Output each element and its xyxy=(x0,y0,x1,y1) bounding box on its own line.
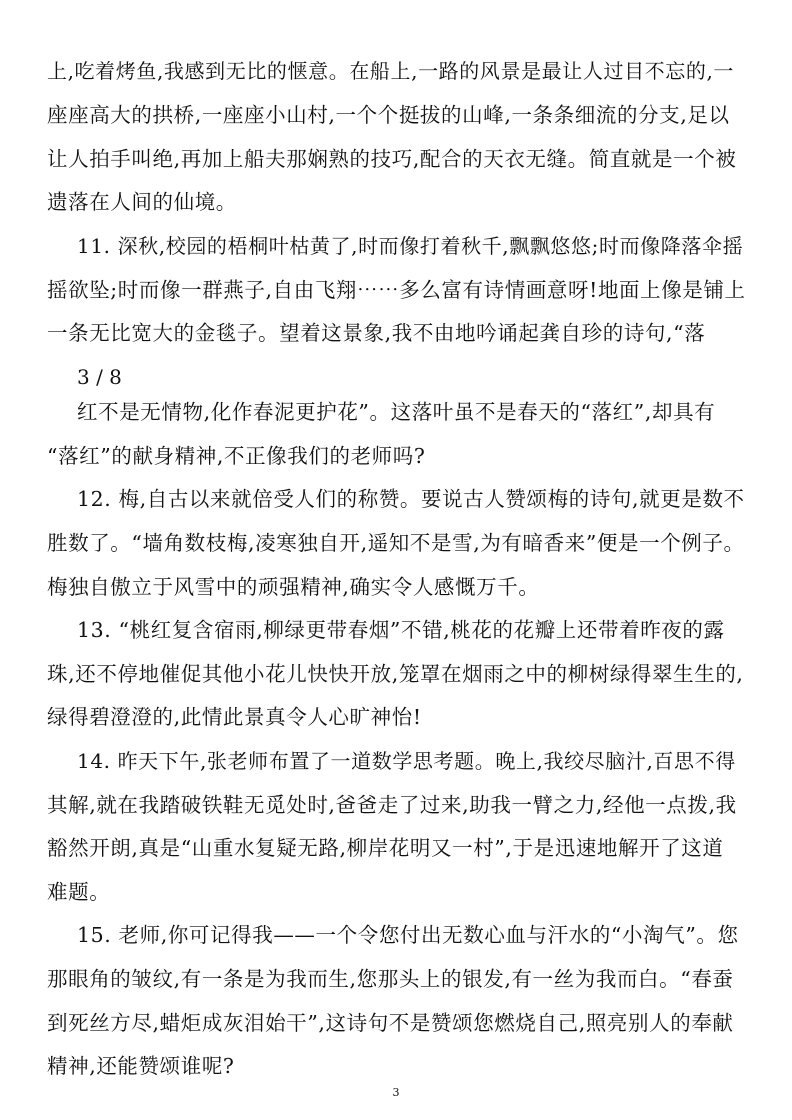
paragraph-12-line-2: 胜数了。“墙角数枝梅,凌寒独自开,遥知不是雪,为有暗香来”便是一个例子。 xyxy=(47,531,745,555)
paragraph-12-line-1: 12. 梅,自古以来就倍受人们的称赞。要说古人赞颂梅的诗句,就更是数不 xyxy=(77,487,745,511)
paragraph-13-line-2: 珠,还不停地催促其他小花儿快快开放,笼罩在烟雨之中的柳树绿得翠生生的, xyxy=(47,662,744,686)
footer-page-number: 3 xyxy=(392,1086,400,1099)
paragraph-15-line-2: 那眼角的皱纹,有一条是为我而生,您那头上的银发,有一丝为我而白。“春蚕 xyxy=(47,967,734,991)
paragraph-11-line-1: 11. 深秋,校园的梧桐叶枯黄了,时而像打着秋千,飘飘悠悠;时而像降落伞摇 xyxy=(77,234,744,258)
paragraph-15-line-1: 15. 老师,你可记得我——一个令您付出无数心血与汗水的“小淘气”。您 xyxy=(77,923,739,947)
paragraph-10-line-2: 座座高大的拱桥,一座座小山村,一个个挺拔的山峰,一条条细流的分支,足以 xyxy=(47,103,730,127)
paragraph-11-line-2: 摇欲坠;时而像一群燕子,自由飞翔⋯⋯多么富有诗情画意呀!地面上像是铺上 xyxy=(47,278,746,302)
paragraph-15-line-3: 到死丝方尽,蜡炬成灰泪始干”,这诗句不是赞颂您燃烧自己,照亮别人的奉献 xyxy=(47,1011,734,1035)
paragraph-14-line-3: 豁然开朗,真是“山重水复疑无路,柳岸花明又一村”,于是迅速地解开了这道 xyxy=(47,836,724,860)
paragraph-15-line-4: 精神,还能赞颂谁呢? xyxy=(47,1054,235,1078)
page-marker: 3 / 8 xyxy=(77,365,122,389)
paragraph-13-line-1: 13. “桃红复含宿雨,柳绿更带春烟”不错,桃花的花瓣上还带着昨夜的露 xyxy=(77,618,725,642)
paragraph-10-line-4: 遗落在人间的仙境。 xyxy=(47,190,237,214)
paragraph-10-line-1: 上,吃着烤鱼,我感到无比的惬意。在船上,一路的风景是最让人过目不忘的,一 xyxy=(47,59,735,83)
paragraph-10-line-3: 让人拍手叫绝,再加上船夫那娴熟的技巧,配合的天衣无缝。简直就是一个被 xyxy=(47,147,737,171)
paragraph-14-line-2: 其解,就在我踏破铁鞋无觅处时,爸爸走了过来,助我一臂之力,经他一点拨,我 xyxy=(47,793,737,817)
paragraph-14-line-1: 14. 昨天下午,张老师布置了一道数学思考题。晚上,我绞尽脑汁,百思不得 xyxy=(77,749,736,773)
paragraph-11-line-4: 红不是无情物,化作春泥更护花”。这落叶虽不是春天的“落红”,却具有 xyxy=(77,400,716,424)
paragraph-12-line-3: 梅独自傲立于风雪中的顽强精神,确实令人感慨万千。 xyxy=(47,575,540,599)
paragraph-13-line-3: 绿得碧澄澄的,此情此景真令人心旷神怡! xyxy=(47,705,422,729)
paragraph-14-line-4: 难题。 xyxy=(47,880,111,904)
paragraph-11-line-5: “落红”的献身精神,不正像我们的老师吗? xyxy=(47,444,426,468)
paragraph-11-line-3: 一条无比宽大的金毯子。望着这景象,我不由地吟诵起龚自珍的诗句,“落 xyxy=(47,321,706,345)
